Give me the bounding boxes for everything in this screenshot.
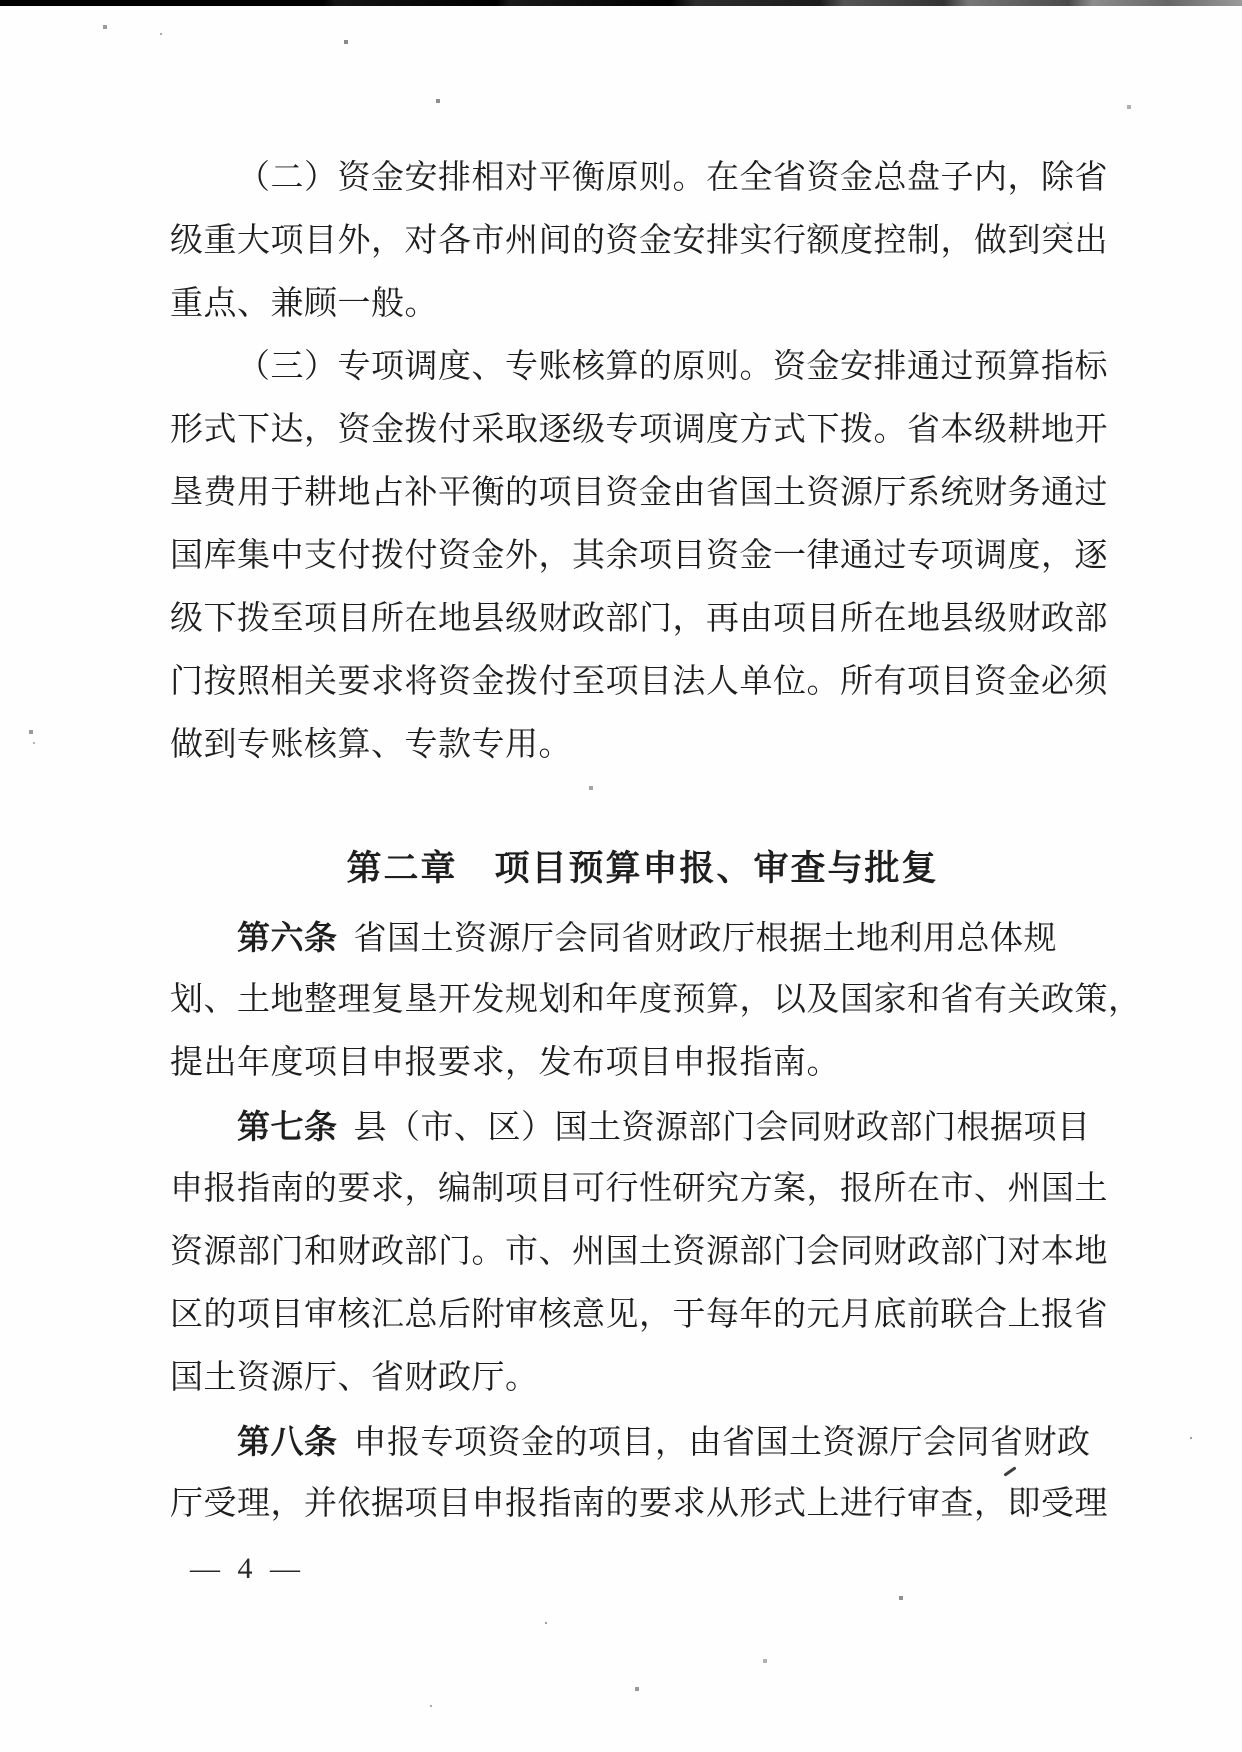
para3-line6: 门按照相关要求将资金拨付至项目法人单位。所有项目资金必须 [170,664,1108,700]
article6-line3: 提出年度项目申报要求，发布项目申报指南。 [170,1045,840,1081]
article6-line2: 划、土地整理复垦开发规划和年度预算，以及国家和省有关政策， [170,982,1142,1018]
chapter-heading: 第二章 项目预算申报、审查与批复 [346,849,939,888]
para3-line2: 形式下达，资金拨付采取逐级专项调度方式下拨。省本级耕地开 [170,412,1108,448]
para3-line7: 做到专账核算、专款专用。 [170,727,572,763]
article7-line2: 申报指南的要求，编制项目可行性研究方案，报所在市、州国土 [170,1171,1108,1207]
para3-line5: 级下拨至项目所在地县级财政部门，再由项目所在地县级财政部 [170,601,1108,637]
article7-label: 第七条 [237,1108,338,1145]
article7-text1: 县（市、区）国土资源部门会同财政部门根据项目 [353,1110,1091,1146]
scan-edge-artifact [0,0,1242,6]
para2-line2: 级重大项目外，对各市州间的资金安排实行额度控制，做到突出 [170,223,1108,259]
article7-line5: 国土资源厅、省财政厅。 [170,1360,539,1396]
para3-line3: 垦费用于耕地占补平衡的项目资金由省国土资源厅系统财务通过 [170,475,1108,511]
article8-line1 [170,1410,1115,1473]
document-body [170,147,1142,1536]
para3-line1: （三）专项调度、专账核算的原则。资金安排通过预算指标 [237,349,1108,385]
article7-line1 [170,1095,1115,1158]
article6-text1: 省国土资源厅会同省财政厅根据土地利用总体规 [353,921,1057,957]
para2-line1: （二）资金安排相对平衡原则。在全省资金总盘子内，除省 [237,160,1108,196]
page-number: — 4 — [190,1552,305,1585]
para2-line3: 重点、兼顾一般。 [170,286,438,322]
article6-line1 [170,906,1115,969]
article8-label: 第八条 [237,1423,338,1460]
scan-noise-speckles [0,0,2,2]
para3-line4: 国库集中支付拨付资金外，其余项目资金一律通过专项调度，逐 [170,538,1108,574]
article8-line2: 厅受理，并依据项目申报指南的要求从形式上进行审查，即受理 [170,1486,1108,1522]
article7-line3: 资源部门和财政部门。市、州国土资源部门会同财政部门对本地 [170,1234,1108,1270]
article8-text1: 申报专项资金的项目，由省国土资源厅会同省财政 [353,1425,1091,1461]
article7-line4: 区的项目审核汇总后附审核意见，于每年的元月底前联合上报省 [170,1297,1108,1333]
article6-label: 第六条 [237,919,338,956]
